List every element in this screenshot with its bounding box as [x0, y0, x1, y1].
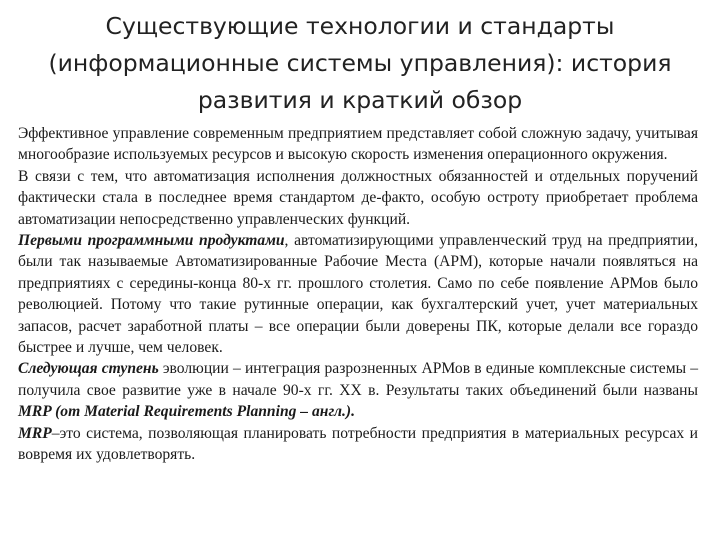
paragraph-1: Эффективное управление современным предприятием представляет собой сложную задачу, учитывая многообразие используемых ресурсов и высокую скорость изменения операционного окружения.	[18, 125, 698, 164]
paragraph-3	[18, 230, 698, 358]
emphasis-mrp-definition: MRP (от Material Requirements Planning – англ.).	[18, 403, 356, 421]
emphasis-mrp: MRP	[18, 424, 52, 442]
paragraph-2: В связи с тем, что автоматизация исполнения должностных обязанностей и отдельных поручений фактически стала в последнее время стандартом де-факто, особую остроту приобретает проблема автоматизации непосредственно управленческих функций.	[18, 167, 698, 228]
emphasis-first-products: Первыми программными продуктами	[18, 232, 285, 250]
slide-body	[18, 123, 698, 466]
paragraph-5-text: –это система, позволяющая планировать потребности предприятия в материальных ресурсах и вовремя их удовлетворять.	[18, 424, 698, 464]
paragraph-5	[18, 423, 698, 466]
paragraph-4	[18, 358, 698, 422]
paragraph-3-text: , автоматизирующими управленческий труд на предприятии, были так называемые Автоматизированные Рабочие Места (АРМ), которые начали появляться на предприятиях с середины-конца 80-х гг. прошлого столетия. Само по себе появление АРМов было революцией. Потому что такие рутинные операции, как бухгалтерский учет, учет материальных запасов, расчет заработной платы – все операции были доверены ПК, которые делали все гораздо быстрее и лучше, чем человек.	[18, 232, 698, 357]
paragraph-4-text: эволюции – интеграция разрозненных АРМов в единые комплексные системы – получила свое развитие уже в начале 90-х гг. XX в. Результаты таких объединений были названы	[18, 360, 699, 399]
title-line-3: развития и краткий обзор	[197, 86, 523, 114]
emphasis-next-step: Следующая ступень	[18, 360, 159, 378]
title-line-1: Существующие технологии и стандарты	[105, 12, 615, 40]
title-line-2: (информационные системы управления): история	[48, 49, 672, 77]
slide-title	[40, 8, 680, 119]
